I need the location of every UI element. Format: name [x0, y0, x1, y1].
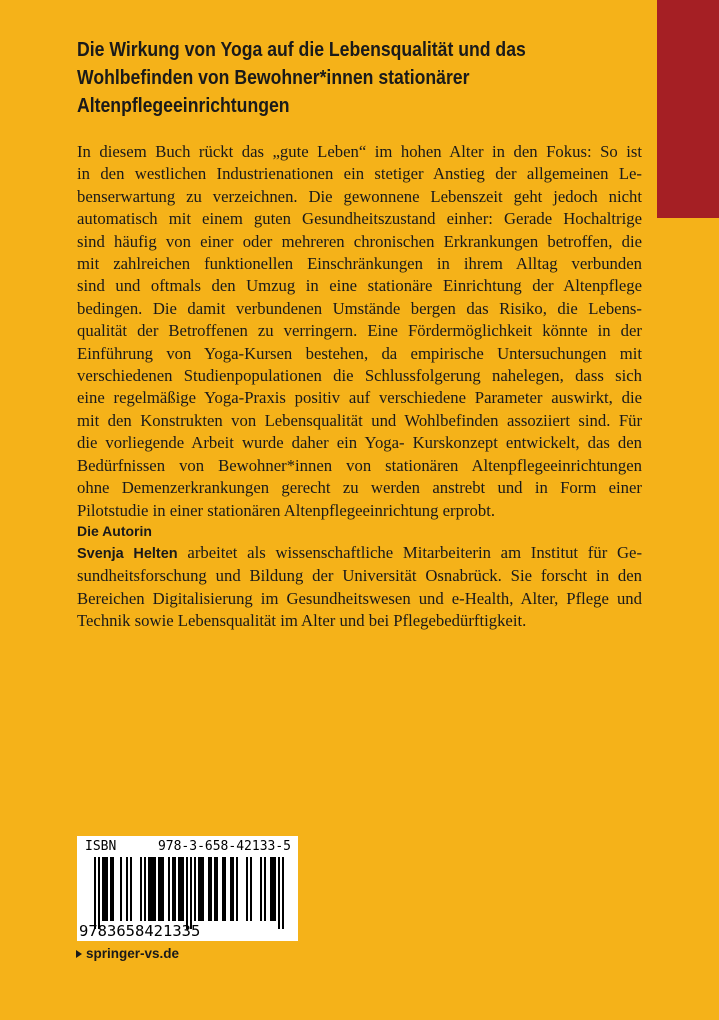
barcode-bar: [130, 857, 132, 921]
barcode-bar: [168, 857, 170, 921]
barcode-bar: [194, 857, 196, 921]
barcode-bar: [282, 857, 284, 929]
abstract-line: mit zahlreichen funktionellen Einschränkungen in ihrem Alltag verbunden: [77, 254, 642, 274]
barcode-bar: [246, 857, 248, 921]
arrow-right-icon: [76, 950, 82, 958]
barcode-bar: [264, 857, 266, 921]
author-bio-text: arbeitet als wissenschaftliche Mitarbeiterin am Institut für Ge-: [177, 543, 643, 562]
barcode-bar: [140, 857, 142, 921]
isbn-barcode: [77, 836, 298, 941]
barcode-bar: [214, 857, 216, 921]
barcode-bar: [162, 857, 164, 921]
abstract-line: automatisch mit einem guten Gesundheitszustand einher: Gerade Hochaltrige: [77, 209, 642, 229]
abstract-line: Pilotstudie in einer stationären Altenpflegeeinrichtung erprobt.: [77, 500, 496, 520]
barcode-bar: [102, 857, 104, 921]
barcode-bar: [98, 857, 100, 929]
author-bio: [77, 542, 642, 633]
title-line: Die Wirkung von Yoga auf die Lebensqualität und das: [77, 38, 526, 61]
barcode-bar: [272, 857, 274, 921]
abstract-line: in den westlichen Industrienationen ein stetiger Anstieg der allgemeinen Le-: [77, 164, 642, 184]
barcode-bar: [160, 857, 162, 921]
barcode-bar: [186, 857, 188, 929]
accent-tab: [657, 0, 719, 218]
abstract-line: bedingen. Die damit verbundenen Umstände bergen das Risiko, die Lebens-: [77, 298, 642, 318]
publisher-link[interactable]: [76, 946, 179, 961]
barcode-bar: [174, 857, 176, 921]
barcode-bar: [150, 857, 152, 921]
abstract-line: Einführung von Yoga-Kursen bestehen, da empirische Untersuchungen mit: [77, 343, 642, 363]
barcode-bar: [260, 857, 262, 921]
barcode-bar: [148, 857, 150, 921]
barcode-bar: [222, 857, 224, 921]
barcode-bar: [120, 857, 122, 921]
abstract-line: sind häufig von einer oder mehreren chronischen Erkrankungen betroffen, die: [77, 231, 642, 251]
barcode-bar: [224, 857, 226, 921]
barcode-bar: [236, 857, 238, 921]
barcode-bar: [230, 857, 232, 921]
barcode-bar: [178, 857, 180, 921]
barcode-bar: [190, 857, 192, 929]
barcode-bar: [94, 857, 96, 929]
abstract-line: eine regelmäßige Yoga-Praxis positiv auf verschiedene Parameter auswirkt, die: [77, 388, 642, 408]
abstract-line: die vorliegende Arbeit wurde daher ein Yoga- Kurskonzept entwickelt, das den: [77, 433, 642, 453]
title-line: Wohlbefinden von Bewohner*innen stationärer: [77, 66, 470, 89]
barcode-bar: [202, 857, 204, 921]
barcode-bar: [158, 857, 160, 921]
barcode-bar: [152, 857, 154, 921]
abstract-line: mit den Konstrukten von Lebensqualität und Wohlbefinden assoziiert sind. Für: [77, 410, 642, 430]
barcode-bar: [112, 857, 114, 921]
barcode-bar: [126, 857, 128, 921]
barcode-bar: [274, 857, 276, 921]
abstract-line: In diesem Buch rückt das „gute Leben“ im hohen Alter in den Fokus: So ist: [77, 142, 642, 161]
abstract-line: qualität der Betroffenen zu verringern. Eine Fördermöglichkeit könnte in der: [77, 321, 642, 341]
author-bio-line: [77, 542, 642, 565]
barcode-bar: [270, 857, 272, 921]
barcode-bar: [278, 857, 280, 929]
book-abstract: [77, 141, 642, 522]
barcode-bar: [200, 857, 202, 921]
abstract-line: ohne Demenzerkrankungen gerecht zu werden anstrebt und in Form einer: [77, 478, 642, 498]
barcode-bar: [180, 857, 182, 921]
barcode-bar: [198, 857, 200, 921]
barcode-bar: [172, 857, 174, 921]
abstract-line: benserwartung zu verzeichnen. Die gewonnene Lebenszeit geht jedoch nicht: [77, 186, 642, 206]
author-bio-line: Technik sowie Lebensqualität im Alter und bei Pflegebedürftigkeit.: [77, 611, 527, 631]
barcode-bar: [154, 857, 156, 921]
abstract-line: sind und oftmals den Umzug in eine stationäre Einrichtung der Altenpflege: [77, 276, 642, 296]
abstract-line: Bedürfnissen von Bewohner*innen von stationären Altenpflegeeinrichtungen: [77, 455, 642, 475]
abstract-line: verschiedenen Studienpopulationen die Schlussfolgerung nahelegen, dass sich: [77, 366, 642, 386]
barcode-bar: [232, 857, 234, 921]
barcode-bar: [110, 857, 112, 921]
barcode-bar: [106, 857, 108, 921]
barcode-digits: 9783658421335: [79, 922, 201, 940]
barcode-bar: [216, 857, 218, 921]
barcode-bar: [104, 857, 106, 921]
barcode-bar: [210, 857, 212, 921]
author-bio-line: sundheitsforschung und Bildung der Universität Osnabrück. Sie forscht in den: [77, 566, 642, 586]
isbn-label: ISBN 978-3-658-42133-5: [85, 839, 291, 854]
book-title: [77, 36, 559, 120]
author-bio-line: Bereichen Digitalisierung im Gesundheitswesen und e-Health, Alter, Pflege und: [77, 588, 642, 608]
barcode-bar: [182, 857, 184, 921]
publisher-url: springer-vs.de: [86, 946, 180, 961]
author-heading: Die Autorin: [77, 523, 152, 539]
title-line: Altenpflegeeinrichtungen: [77, 94, 290, 117]
barcode-bar: [208, 857, 210, 921]
barcode-bar: [250, 857, 252, 921]
barcode-bar: [144, 857, 146, 921]
author-name: Svenja Helten: [77, 546, 178, 562]
